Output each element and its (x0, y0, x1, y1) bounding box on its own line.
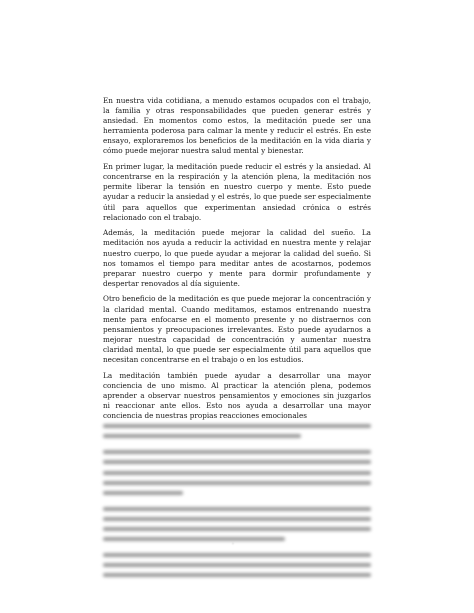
blurred-line (103, 550, 371, 560)
blurred-line (103, 431, 371, 441)
blurred-continuation (103, 421, 371, 580)
paragraph-3: Además, la meditación puede mejorar la calidad del sueño. La meditación nos ayuda a reducir la actividad en nuestra mente y relajar nuestro cuerpo, lo que puede ayudar a mejorar la calidad del sueño. Si nos tomamos el tiempo para meditar antes de acostarnos, podemos preparar nuestro cuerpo y mente para dormir profundamente y despertar renovados al día siguiente. (103, 228, 371, 288)
blurred-line (103, 478, 371, 488)
blurred-line (103, 504, 371, 514)
document-body (103, 96, 371, 581)
paragraph-2: En primer lugar, la meditación puede reducir el estrés y la ansiedad. Al concentrarse en la respiración y la atención plena, la meditación nos permite liberar la tensión en nuestro cuerpo y mente. Esto puede ayudar a reducir la ansiedad y el estrés, lo que puede ser especialmente útil para aquellos que experimentan ansiedad crónica o estrés relacionado con el trabajo. (103, 162, 371, 222)
blurred-line (103, 488, 371, 498)
paragraph-5: La meditación también puede ayudar a desarrollar una mayor conciencia de uno mismo. Al practicar la atención plena, podemos aprender a observar nuestros pensamientos y emociones sin juzgarlos ni reaccionar ante ellos. Esto nos ayuda a desarrollar una mayor conciencia de nuestras propias reacciones emocionales (103, 370, 371, 421)
blurred-line (103, 570, 371, 580)
paragraph-1: En nuestra vida cotidiana, a menudo estamos ocupados con el trabajo, la familia y otras responsabilidades que pueden generar estrés y ansiedad. En momentos como estos, la meditación puede ser una herramienta poderosa para calmar la mente y reducir el estrés. En este ensayo, exploraremos los beneficios de la meditación en la vida diaria y cómo puede mejorar nuestra salud mental y bienestar. (103, 96, 371, 156)
blurred-line (103, 534, 371, 544)
page-number: · (232, 541, 234, 548)
blurred-line (103, 560, 371, 570)
paragraph-4: Otro beneficio de la meditación es que puede mejorar la concentración y la claridad mental. Cuando meditamos, estamos entrenando nuestra mente para enfocarse en el momento presente y no distraernos con pensamientos y preocupaciones irrelevantes. Esto puede ayudarnos a mejorar nuestra capacidad de concentración y aumentar nuestra claridad mental, lo que puede ser especialmente útil para aquellos que necesitan concentrarse en el trabajo o en los estudios. (103, 294, 371, 365)
blurred-line (103, 421, 371, 431)
blurred-line (103, 468, 371, 478)
blurred-line (103, 524, 371, 534)
blurred-line (103, 457, 371, 467)
blurred-line (103, 514, 371, 524)
blurred-line (103, 447, 371, 457)
